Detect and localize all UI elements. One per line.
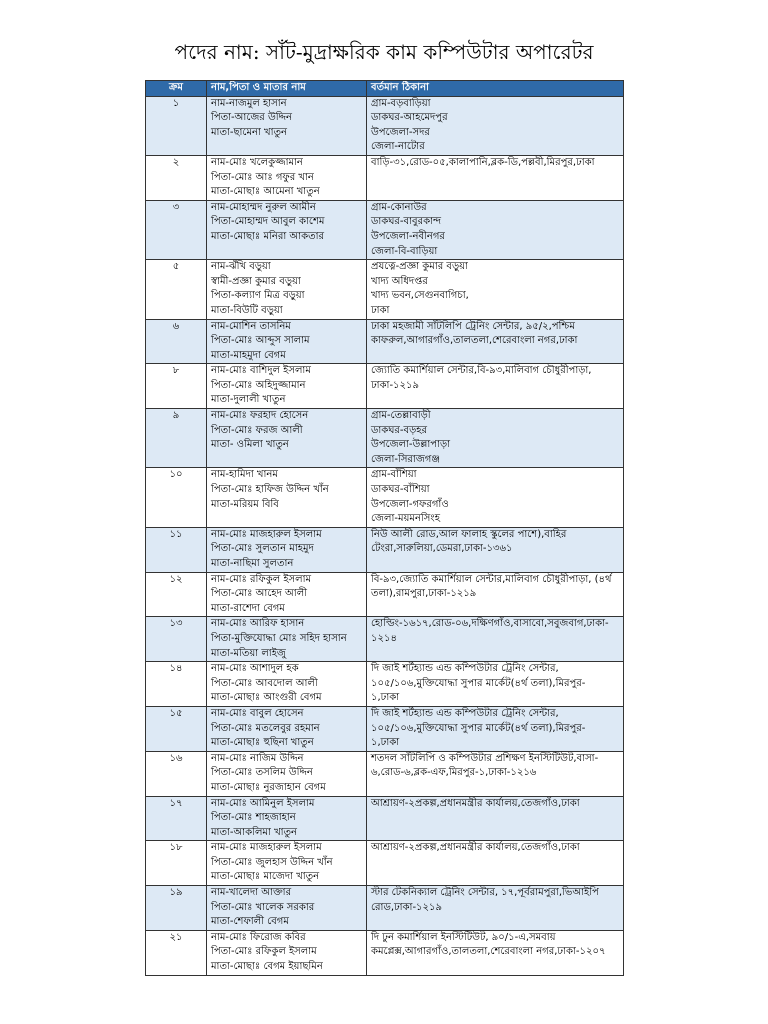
address-line: টেংরা,সারুলিয়া,ডেমরা,ঢাকা-১৩৬১ xyxy=(371,543,513,555)
table-row xyxy=(146,662,624,707)
name-line: নাম-মোঃ বাবুল হোসেন xyxy=(211,707,304,719)
address-line: গ্রাম-তেল্লাবাড়ী xyxy=(371,410,431,422)
serial-cell: ১ xyxy=(146,96,207,155)
name-line: মাতা-ছামেনা খাতুন xyxy=(211,126,287,138)
address-cell xyxy=(367,96,624,155)
serial-cell: ১৬ xyxy=(146,751,207,796)
name-line: পিতা-মোঃ সুলতান মাহমুদ xyxy=(211,543,314,555)
address-line: ঢাকা মহজামী সাঁটলিপি ট্রেনিং সেন্টার, ৯৫/২,পশ্চিম xyxy=(371,320,575,332)
name-line: মাতা- ওমিলা খাতুন xyxy=(211,439,289,451)
address-line: তলা),রামপুরা,ঢাকা-১২১৯ xyxy=(371,588,477,600)
address-line: জেলা-বি-বাড়িয়া xyxy=(371,245,438,257)
name-line: পিতা-আজের উদ্দিন xyxy=(211,112,292,124)
serial-cell: ১২ xyxy=(146,572,207,617)
name-line: স্বামী-প্রজ্ঞা কুমার বড়ুয়া xyxy=(211,275,301,287)
name-line: পিতা-মোঃ আব্দুস সালাম xyxy=(211,335,310,347)
name-line: পিতা-মোঃ রফিকুল ইসলাম xyxy=(211,946,317,958)
address-cell xyxy=(367,751,624,796)
page-title: পদের নাম: সাঁট-মুদ্রাক্ষরিক কাম কম্পিউটার অপারেটর xyxy=(174,40,594,64)
address-cell xyxy=(367,930,624,975)
name-line: নাম-হামিদা খানম xyxy=(211,469,278,481)
address-line: ১০৫/১০৬,মুক্তিযোদ্ধা সুপার মার্কেট(৪র্থ তলা),মিরপুর- xyxy=(371,722,586,734)
name-line: পিতা-মোহাম্মদ আবুল কাশেম xyxy=(211,216,325,228)
table-row xyxy=(146,96,624,155)
name-line: নাম-মোঃ মাজহারুল ইসলাম xyxy=(211,842,322,854)
name-line: মাতা-মোছাঃ বেগম ইয়াছমিন xyxy=(211,961,323,973)
table-body xyxy=(146,96,624,975)
name-cell xyxy=(207,841,367,886)
name-line: নাম-মোঃ বাশিদুল ইসলাম xyxy=(211,365,311,377)
address-cell xyxy=(367,796,624,841)
address-line: ডাকঘর-বাঁশিয়া xyxy=(371,484,430,496)
address-cell xyxy=(367,409,624,468)
address-line: জ্যোতি কমার্শিয়াল সেন্টার,বি-৯৩,মালিবাগ চৌধুরীপাড়া, xyxy=(371,365,592,377)
name-line: নাম-মোঃ মাজহারুল ইসলাম xyxy=(211,528,322,540)
name-line: মাতা-বিউটি বড়ুয়া xyxy=(211,304,283,316)
address-line: উপজেলা-গফরগাঁও xyxy=(371,498,449,510)
address-line: ঢাকা-১২১৯ xyxy=(371,379,420,391)
name-line: মাতা-মতিয়া লাইজু xyxy=(211,647,286,659)
name-line: মাতা-দুলালী খাতুন xyxy=(211,394,286,406)
name-line: পিতা-মোঃ জুলহাস উদ্দিন খাঁন xyxy=(211,856,333,868)
address-cell xyxy=(367,706,624,751)
address-line: গ্রাম-বড়বাড়িয়া xyxy=(371,97,431,109)
address-line: শতদল সাঁটলিপি ও কম্পিউটার প্রশিক্ষণ ইনস্টিটিউট,বাসা- xyxy=(371,752,599,764)
name-line: মাতা-মোছাঃ হুছিনা খাতুন xyxy=(211,737,314,749)
address-line: ১২১৪ xyxy=(371,632,397,644)
table-row xyxy=(146,572,624,617)
name-line: নাম-মোঃ ফরহাদ হোসেন xyxy=(211,410,309,422)
name-cell xyxy=(207,796,367,841)
address-line: দি জাই শর্টহ্যান্ড এন্ড কম্পিউটার ট্রেনিং সেন্টার, xyxy=(371,707,559,719)
name-line: নাম-মোঃ নাজিম উদ্দিন xyxy=(211,752,304,764)
serial-cell: ১৯ xyxy=(146,886,207,931)
table-row xyxy=(146,364,624,409)
name-cell xyxy=(207,200,367,259)
address-line: ১,ঢাকা xyxy=(371,737,400,749)
name-cell xyxy=(207,468,367,527)
header-address: বর্তমান ঠিকানা xyxy=(367,81,624,97)
serial-cell: ৬ xyxy=(146,319,207,364)
address-cell xyxy=(367,319,624,364)
table-header-row xyxy=(146,81,624,97)
name-line: নাম-মোঃ ফিরোজ কবির xyxy=(211,931,306,943)
header-serial: ক্রম xyxy=(146,81,207,97)
name-cell xyxy=(207,886,367,931)
address-line: রোড,ঢাকা-১২১৯ xyxy=(371,901,443,913)
address-cell xyxy=(367,364,624,409)
address-line: খাদ্য ভবন,সেগুনবাগিচা, xyxy=(371,290,469,302)
name-line: মাতা-মরিয়ম বিবি xyxy=(211,498,279,510)
address-line: ১,ঢাকা xyxy=(371,692,400,704)
name-cell xyxy=(207,617,367,662)
address-cell xyxy=(367,155,624,200)
serial-cell: ২ xyxy=(146,155,207,200)
table-row xyxy=(146,155,624,200)
address-cell xyxy=(367,527,624,572)
name-line: নাম-নাজমুল হাসান xyxy=(211,97,287,109)
address-line: গ্রাম-কোনাউর xyxy=(371,201,427,213)
address-cell xyxy=(367,841,624,886)
serial-cell: ১০ xyxy=(146,468,207,527)
address-line: ঢাকা xyxy=(371,304,390,316)
address-line: আশ্রায়ণ-২প্রকল্প,প্রধানমন্ত্রীর কার্যালয়,তেজগাঁও,ঢাকা xyxy=(371,842,580,854)
name-line: পিতা-মোঃ ফরজ আলী xyxy=(211,424,303,436)
table-row xyxy=(146,751,624,796)
address-cell xyxy=(367,200,624,259)
name-line: নাম-মোহাম্মদ নুরুল আমীন xyxy=(211,201,316,213)
address-line: ডাকঘর-বড়হর xyxy=(371,424,428,436)
serial-cell: ১৩ xyxy=(146,617,207,662)
table-row xyxy=(146,930,624,975)
name-line: মাতা-রাশেদা বেগম xyxy=(211,602,285,614)
name-cell xyxy=(207,364,367,409)
address-line: ১০৫/১০৬,মুক্তিযোদ্ধা সুপার মার্কেট(৪র্থ তলা),মিরপুর- xyxy=(371,677,586,689)
address-line: উপজেলা-নবীনগর xyxy=(371,230,445,242)
address-line: ৬,রোড-৬,ব্লক-এফ,মিরপুর-১,ঢাকা-১২১৬ xyxy=(371,767,537,779)
name-cell xyxy=(207,96,367,155)
serial-cell: ১৭ xyxy=(146,796,207,841)
serial-cell: ১৮ xyxy=(146,841,207,886)
table-row xyxy=(146,527,624,572)
name-cell xyxy=(207,751,367,796)
address-line: উপজেলা-সদর xyxy=(371,126,430,138)
name-line: মাতা-আকলিমা খাতুন xyxy=(211,826,298,838)
address-line: কাফরুল,আগারগাঁও,তালতলা,শেরেবাংলা নগর,ঢাকা xyxy=(371,335,578,347)
table-row xyxy=(146,841,624,886)
name-line: পিতা-মোঃ আঃ গফুর খান xyxy=(211,171,314,183)
header-name: নাম,পিতা ও মাতার নাম xyxy=(207,81,367,97)
name-line: নাম-মোঃ খলেকুজ্জামান xyxy=(211,156,303,168)
name-line: পিতা-মোঃ আবদোল আলী xyxy=(211,677,318,689)
address-line: উপজেলা-উল্লাপাড়া xyxy=(371,439,451,451)
address-line: ডাকঘর-বাবুরকান্দ xyxy=(371,216,441,228)
name-line: পিতা-কল্যাণ মিত্র বড়ুয়া xyxy=(211,290,305,302)
address-line: জেলা-সিরাজগঞ্জ xyxy=(371,453,440,465)
name-line: পিতা-মোঃ হাফিজ উদ্দিন খাঁন xyxy=(211,484,329,496)
name-line: মাতা-মাহমুদা বেগম xyxy=(211,349,286,361)
name-cell xyxy=(207,260,367,319)
address-line: ডাকঘর-আহমেদপুর xyxy=(371,112,448,124)
table-row xyxy=(146,706,624,751)
name-line: পিতা-মোঃ শাহজাহান xyxy=(211,812,296,824)
address-cell xyxy=(367,662,624,707)
name-line: মাতা-মোছাঃ নুরজাহান বেগম xyxy=(211,781,326,793)
name-cell xyxy=(207,319,367,364)
address-cell xyxy=(367,886,624,931)
address-line: গ্রাম-বাঁশিয়া xyxy=(371,469,417,481)
table-row xyxy=(146,468,624,527)
address-line: দি ঢুন কমার্শিয়াল ইনস্টিটিউট, ৯০/১-এ,সমবায় xyxy=(371,931,556,943)
name-line: মাতা-মোছাঃ আংগুরী বেগম xyxy=(211,692,322,704)
address-line: কমপ্লেক্স,আগারগাঁও,তালতলা,শেরেবাংলা নগর,ঢাকা-১২০৭ xyxy=(371,946,606,958)
applicant-table xyxy=(145,80,624,976)
name-cell xyxy=(207,409,367,468)
table-row xyxy=(146,796,624,841)
name-line: পিতা-মোঃ অহিদুজ্জামান xyxy=(211,379,306,391)
address-cell xyxy=(367,260,624,319)
name-line: মাতা-শেফালী বেগম xyxy=(211,916,289,928)
address-cell xyxy=(367,572,624,617)
name-line: নাম-মোঃ আশাদুল হক xyxy=(211,663,299,675)
serial-cell: ৩ xyxy=(146,200,207,259)
name-cell xyxy=(207,662,367,707)
name-line: পিতা-মোঃ মতলেবুর রহমান xyxy=(211,722,320,734)
table-row xyxy=(146,200,624,259)
serial-cell: ১৪ xyxy=(146,662,207,707)
name-line: মাতা-নাছিমা সুলতান xyxy=(211,558,294,569)
name-line: মাতা-মোছাঃ মনিরা আকতার xyxy=(211,230,324,242)
table-row xyxy=(146,319,624,364)
address-line: জেলা-নাটোর xyxy=(371,141,425,153)
serial-cell: ৫ xyxy=(146,260,207,319)
table-row xyxy=(146,409,624,468)
address-cell xyxy=(367,468,624,527)
address-cell xyxy=(367,617,624,662)
name-line: পিতা-মুক্তিযোদ্ধা মোঃ সহিদ হাসান xyxy=(211,632,347,644)
address-line: খাদ্য অধিদপ্তর xyxy=(371,275,428,287)
address-line: আশ্রায়ণ-২প্রকল্প,প্রধানমন্ত্রীর কার্যালয়,তেজগাঁও,ঢাকা xyxy=(371,797,580,809)
name-cell xyxy=(207,930,367,975)
name-line: পিতা-মোঃ খালেক সরকার xyxy=(211,901,315,913)
table-row xyxy=(146,260,624,319)
address-line: জেলা-ময়মনসিংহ xyxy=(371,513,440,525)
serial-cell: ২১ xyxy=(146,930,207,975)
address-line: স্টার টেকনিক্যাল ট্রেনিং সেন্টার, ১৭,পূর্বরামপুরা,ভিআইপি xyxy=(371,887,599,899)
address-line: দি জাই শর্টহ্যান্ড এন্ড কম্পিউটার ট্রেনিং সেন্টার, xyxy=(371,663,559,675)
name-cell xyxy=(207,572,367,617)
name-line: মাতা-মোছাঃ মাজেদা খাতুন xyxy=(211,871,320,883)
serial-cell: ১১ xyxy=(146,527,207,572)
name-cell xyxy=(207,155,367,200)
name-cell xyxy=(207,706,367,751)
name-line: পিতা-মোঃ আহেদ আলী xyxy=(211,588,308,600)
name-line: নাম-খালেদা আক্তার xyxy=(211,887,292,899)
name-line: নাম-ঝঁখি বড়ুয়া xyxy=(211,261,271,273)
name-cell xyxy=(207,527,367,572)
serial-cell: ৮ xyxy=(146,364,207,409)
address-line: নিউ আলী রোড,আল ফালাহ স্কুলের পাশে),বাহির xyxy=(371,528,567,540)
address-line: প্রযত্নে-প্রজ্ঞা কুমার বড়ুয়া xyxy=(371,261,468,273)
address-line: বি-৯৩,জ্যোতি কমার্শিয়াল সেন্টার,মালিবাগ চৌধুরীপাড়া, (৪র্থ xyxy=(371,573,612,585)
serial-cell: ৯ xyxy=(146,409,207,468)
name-line: নাম-মোশিন তাসনিম xyxy=(211,320,291,332)
name-line: নাম-মোঃ আমিনুল ইসলাম xyxy=(211,797,315,809)
name-line: নাম-মোঃ রফিকুল ইসলাম xyxy=(211,573,312,585)
table-row xyxy=(146,617,624,662)
address-line: হোল্ডিং-১৬১৭,রোড-০৬,দক্ষিণগাঁও,বাসাবো,সবুজবাগ,ঢাকা- xyxy=(371,618,609,630)
name-line: পিতা-মোঃ তসলিম উদ্দিন xyxy=(211,767,313,779)
name-line: মাতা-মোছাঃ আমেনা খাতুন xyxy=(211,186,320,198)
serial-cell: ১৫ xyxy=(146,706,207,751)
name-line: নাম-মোঃ আরিফ হাসান xyxy=(211,618,305,630)
table-row xyxy=(146,886,624,931)
address-line: বাড়ি-৩১,রোড-০৫,কালাপানি,ব্লক-ডি,পল্লবী,মিরপুর,ঢাকা xyxy=(371,156,595,168)
